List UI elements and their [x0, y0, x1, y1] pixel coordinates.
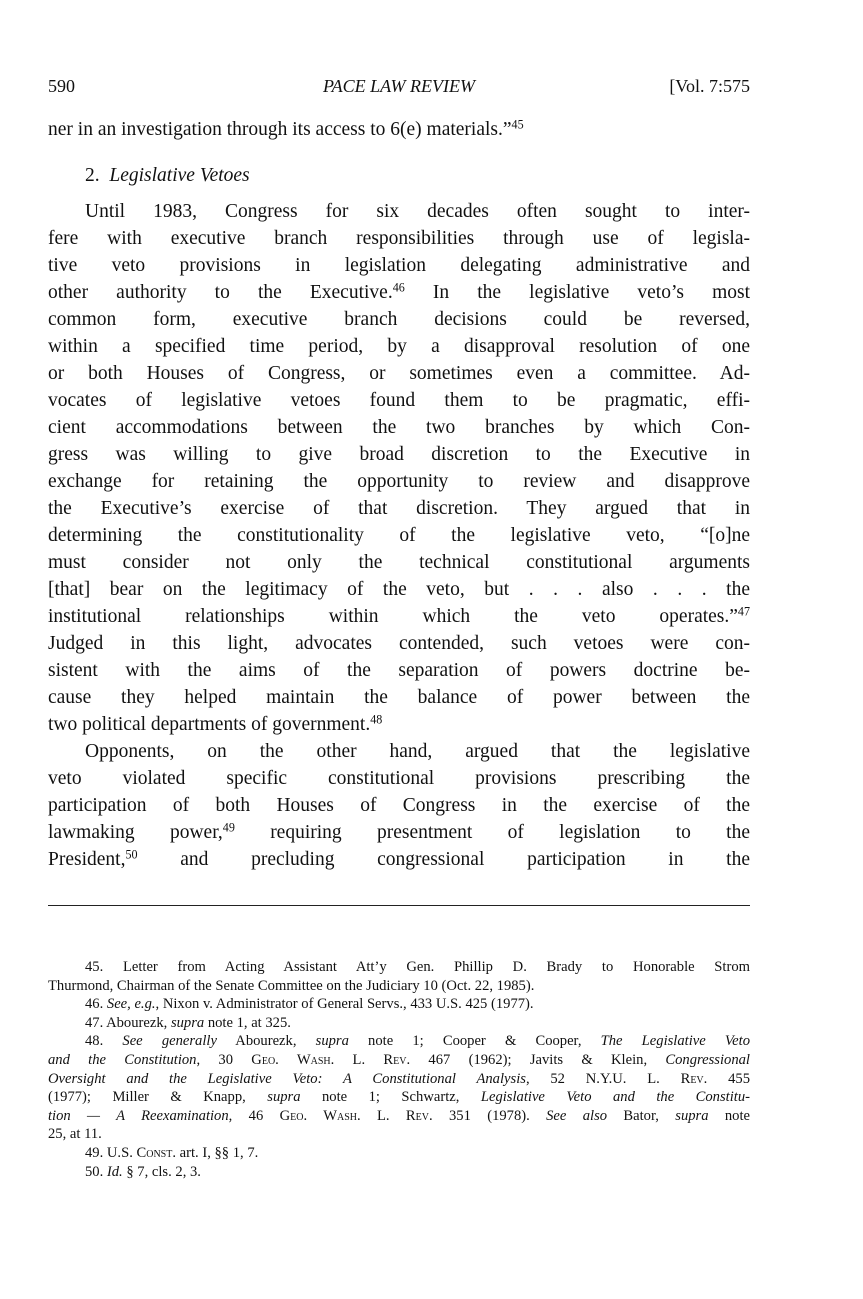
- text-run: Until 1983, Congress for six decades often sought to inter-: [85, 201, 750, 222]
- text-run: Opponents, on the other hand, argued that the legislative: [85, 741, 750, 762]
- text-run: 48.: [85, 1033, 123, 1050]
- text-run: 351 (1978).: [432, 1107, 547, 1124]
- text-line: [48, 360, 750, 387]
- text-run: President,: [48, 849, 126, 870]
- text-run: tive veto provisions in legislation delegating administrative and: [48, 255, 750, 276]
- text-run: within a specified time period, by a disapproval resolution of one: [48, 336, 750, 357]
- footnote: [48, 1144, 750, 1163]
- italic-text: Id.: [106, 1163, 123, 1180]
- section-heading: [48, 162, 750, 189]
- text-run: , 46: [228, 1107, 280, 1124]
- footnotes: [48, 958, 750, 1181]
- text-line: [48, 387, 750, 414]
- small-caps-text: Geo. Wash. L. Rev.: [251, 1051, 411, 1068]
- footnote-line: [48, 1088, 750, 1107]
- footnote-ref: 46: [392, 280, 405, 295]
- footnote-ref: 50: [125, 847, 138, 862]
- italic-text: supra: [675, 1107, 709, 1124]
- footnote: [48, 995, 750, 1014]
- text-run: Bator,: [607, 1107, 676, 1124]
- footnote-ref: 45: [511, 117, 524, 132]
- text-line: [48, 468, 750, 495]
- text-run: the Executive’s exercise of that discretion. They argued that in: [48, 498, 750, 519]
- italic-text: See generally: [122, 1033, 217, 1050]
- text-run: 50.: [85, 1163, 107, 1180]
- text-run: institutional relationships within which the veto operates.”: [48, 606, 738, 627]
- text-line: [48, 279, 750, 306]
- text-line: [48, 333, 750, 360]
- text-run: or both Houses of Congress, or sometimes even a committee. Ad-: [48, 363, 750, 384]
- text-line: [48, 252, 750, 279]
- text-run: determining the constitutionality of the legislative veto, “[o]ne: [48, 525, 750, 546]
- text-run: Abourezk,: [216, 1033, 316, 1050]
- text-run: two political departments of government.: [48, 714, 371, 735]
- footnote: [48, 1163, 750, 1182]
- text-run: must consider not only the technical constitutional arguments: [48, 552, 750, 573]
- footnote-line: [48, 1014, 750, 1033]
- text-line: [48, 225, 750, 252]
- text-line: [48, 711, 750, 738]
- small-caps-text: Const.: [136, 1144, 176, 1161]
- text-run: § 7, cls. 2, 3.: [122, 1163, 201, 1180]
- footnote: [48, 958, 750, 995]
- small-caps-text: Geo. Wash. L. Rev.: [279, 1107, 433, 1124]
- text-run: note 1; Cooper & Cooper,: [348, 1033, 601, 1050]
- text-run: In the legislative veto’s most: [404, 282, 750, 303]
- text-line: [48, 738, 750, 765]
- footnote-line: [48, 1144, 750, 1163]
- footnote-line: [48, 995, 750, 1014]
- running-header: [48, 76, 750, 100]
- text-run: note 1; Schwartz,: [300, 1089, 481, 1106]
- footnote-line: [48, 1051, 750, 1070]
- text-run: other authority to the Executive.: [48, 282, 393, 303]
- text-run: , 52 N.Y.U. L.: [525, 1070, 681, 1087]
- text-run: 45. Letter from Acting Assistant Att’y Gen. Phillip D. Brady to Honorable Strom: [85, 959, 750, 975]
- italic-text: supra: [315, 1033, 349, 1050]
- footnote-line: [48, 1125, 750, 1144]
- text-line: [48, 495, 750, 522]
- text-line: [48, 306, 750, 333]
- italic-text: supra: [267, 1089, 301, 1106]
- text-run: note: [708, 1107, 750, 1124]
- footnote-line: [48, 1070, 750, 1089]
- text-run: 49. U.S.: [85, 1144, 137, 1161]
- italic-text: Oversight and the Legislative Veto: A Constitutional Analysis: [48, 1070, 526, 1087]
- section-number: 2.: [85, 165, 100, 186]
- text-run: exchange for retaining the opportunity to review and disapprove: [48, 471, 750, 492]
- footnote-divider: [48, 905, 750, 906]
- text-line: [48, 765, 750, 792]
- text-run: 46.: [85, 996, 107, 1013]
- footnote-ref: 47: [737, 604, 750, 619]
- text-line: [48, 549, 750, 576]
- text-run: and precluding congressional participation in the: [137, 849, 750, 870]
- footnote-ref: 48: [370, 712, 383, 727]
- paragraph: [48, 198, 750, 738]
- text-line: [48, 603, 750, 630]
- italic-text: tion — A Reexamination: [48, 1107, 229, 1124]
- text-line: [48, 846, 750, 873]
- text-run: participation of both Houses of Congress in the exercise of the: [48, 795, 750, 816]
- text-run: , 30: [196, 1051, 252, 1068]
- italic-text: Congressional: [665, 1051, 750, 1068]
- text-line: [48, 657, 750, 684]
- italic-text: The Legislative Veto: [600, 1033, 751, 1050]
- footnote-line: [48, 1163, 750, 1182]
- text-run: note 1, at 325.: [204, 1014, 291, 1031]
- italic-text: See also: [546, 1107, 608, 1124]
- text-line: [48, 441, 750, 468]
- text-run: , Nixon v. Administrator of General Servs., 433 U.S. 425 (1977).: [155, 996, 534, 1013]
- footnote-line: [48, 1107, 750, 1126]
- text-run: common form, executive branch decisions could be reversed,: [48, 309, 750, 330]
- text-run: requiring presentment of legislation to the: [234, 822, 750, 843]
- text-run: fere with executive branch responsibilities through use of legisla-: [48, 228, 750, 249]
- text-line: [48, 684, 750, 711]
- text-run: art. I, §§ 1, 7.: [176, 1144, 259, 1161]
- footnote-line: [48, 977, 750, 996]
- text-run: (1977); Miller & Knapp,: [48, 1089, 268, 1106]
- text-run: 467 (1962); Javits & Klein,: [410, 1051, 666, 1068]
- text-run: cause they helped maintain the balance of power between the: [48, 687, 750, 708]
- text-run: [that] bear on the legitimacy of the veto, but . . . also . . . the: [48, 579, 750, 600]
- carryover-text: [48, 116, 750, 143]
- text-run: vocates of legislative vetoes found them to be pragmatic, effi-: [48, 390, 750, 411]
- journal-title: PACE LAW REVIEW: [323, 76, 475, 96]
- footnote: [48, 1014, 750, 1033]
- footnote-line: [48, 958, 750, 977]
- italic-text: See, e.g.: [106, 996, 156, 1013]
- text-line: [48, 819, 750, 846]
- text-line: [48, 630, 750, 657]
- text-run: ner in an investigation through its access to 6(e) materials.”: [48, 119, 512, 140]
- text-line: [48, 792, 750, 819]
- small-caps-text: Rev.: [680, 1070, 708, 1087]
- text-run: 455: [707, 1070, 750, 1087]
- footnote: [48, 1032, 750, 1144]
- text-run: sistent with the aims of the separation of powers doctrine be-: [48, 660, 750, 681]
- text-line: [48, 522, 750, 549]
- text-line: [48, 414, 750, 441]
- text-run: Judged in this light, advocates contended, such vetoes were con-: [48, 633, 750, 654]
- italic-text: supra: [170, 1014, 205, 1031]
- text-run: 25, at 11.: [48, 1126, 102, 1143]
- footnote-ref: 49: [222, 820, 235, 835]
- text-run: 47. Abourezk,: [85, 1014, 171, 1031]
- text-run: cient accommodations between the two branches by which Con-: [48, 417, 750, 438]
- text-line: [48, 576, 750, 603]
- paragraph: [48, 738, 750, 873]
- page-number: 590: [48, 76, 75, 96]
- italic-text: Legislative Veto and the Constitu-: [480, 1089, 750, 1106]
- text-run: Thurmond, Chairman of the Senate Committee on the Judiciary 10 (Oct. 22, 1985).: [48, 977, 535, 994]
- footnote-line: [48, 1032, 750, 1051]
- body-text: [48, 198, 750, 873]
- volume-citation: [Vol. 7:575: [669, 76, 750, 96]
- text-run: lawmaking power,: [48, 822, 223, 843]
- text-line: [48, 116, 750, 143]
- italic-text: and the Constitution: [48, 1051, 197, 1068]
- text-run: gress was willing to give broad discretion to the Executive in: [48, 444, 750, 465]
- text-line: [48, 198, 750, 225]
- section-title: Legislative Vetoes: [109, 165, 250, 186]
- text-run: veto violated specific constitutional provisions prescribing the: [48, 768, 750, 789]
